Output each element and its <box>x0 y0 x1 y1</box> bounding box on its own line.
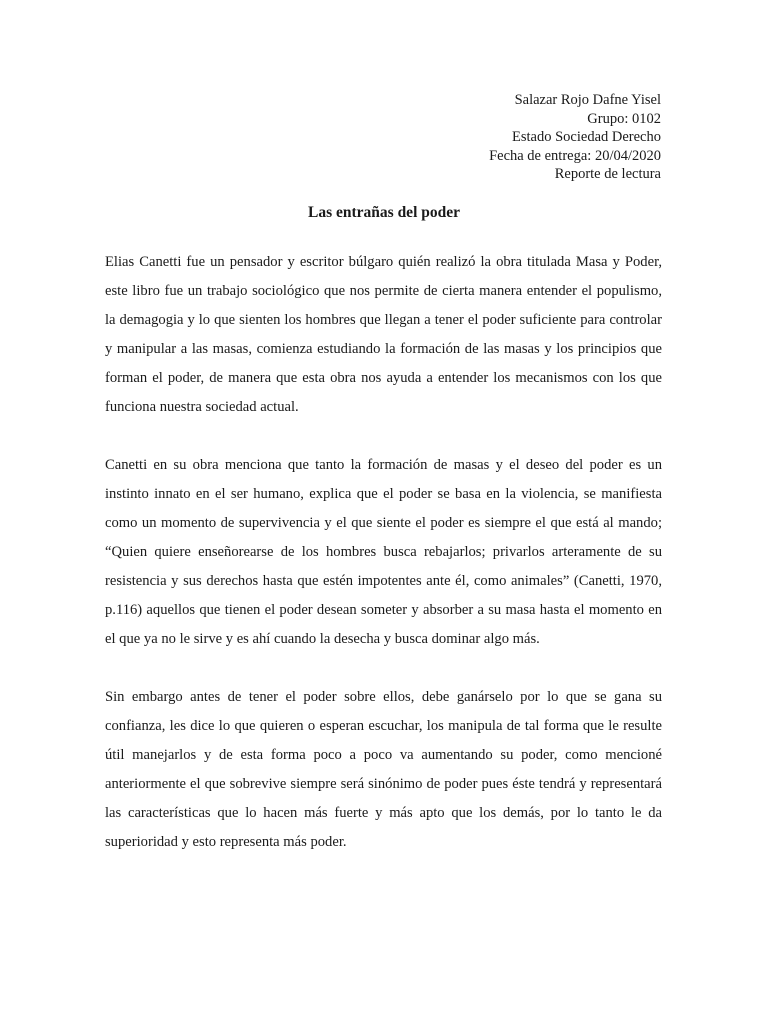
paragraph-1: Elias Canetti fue un pensador y escritor búlgaro quién realizó la obra titulada Masa y Poder, este libro fue un trabajo sociológico que nos permite de cierta manera entender el populismo, la demagogia y lo que sienten los hombres que llegan a tener el poder suficiente para controlar y manipular a las masas, comienza estudiando la formación de las masas y los principios que forman el poder, de manera que esta obra nos ayuda a entender los mecanismos con los que funciona nuestra sociedad actual. <box>105 254 662 415</box>
paragraph-2: Canetti en su obra menciona que tanto la formación de masas y el deseo del poder es un instinto innato en el ser humano, explica que el poder se basa en la violencia, se manifiesta como un momento de supervivencia y el que siente el poder es siempre el que está al mando; “Quien quiere enseñorearse de los hombres busca rebajarlos; privarlos arteramente de su resistencia y sus derechos hasta que estén impotentes ante él, como animales” (Canetti, 1970, p.116) aquellos que tienen el poder desean someter y absorber a su masa hasta el momento en el que ya no le sirve y es ahí cuando la desecha y busca dominar algo más. <box>105 457 662 647</box>
delivery-date: Fecha de entrega: 20/04/2020 <box>489 147 661 164</box>
course-name: Estado Sociedad Derecho <box>512 129 661 145</box>
document-body <box>105 248 662 886</box>
author-name: Salazar Rojo Dafne Yisel <box>514 92 661 108</box>
document-type: Reporte de lectura <box>554 166 661 182</box>
group-number: Grupo: 0102 <box>587 110 661 127</box>
paragraph-3: Sin embargo antes de tener el poder sobre ellos, debe ganárselo por lo que se gana su confianza, les dice lo que quieren o esperan escuchar, los manipula de tal forma que le resulte útil manejarlos y de esta forma poco a poco va aumentando su poder, como mencioné anteriormente el que sobrevive siempre será sinónimo de poder pues éste tendrá y representará las características que lo hacen más fuerte y más apto que los demás, por lo tanto le da superioridad y esto representa más poder. <box>105 689 662 850</box>
document-header <box>489 91 661 184</box>
document-title: Las entrañas del poder <box>308 204 460 221</box>
